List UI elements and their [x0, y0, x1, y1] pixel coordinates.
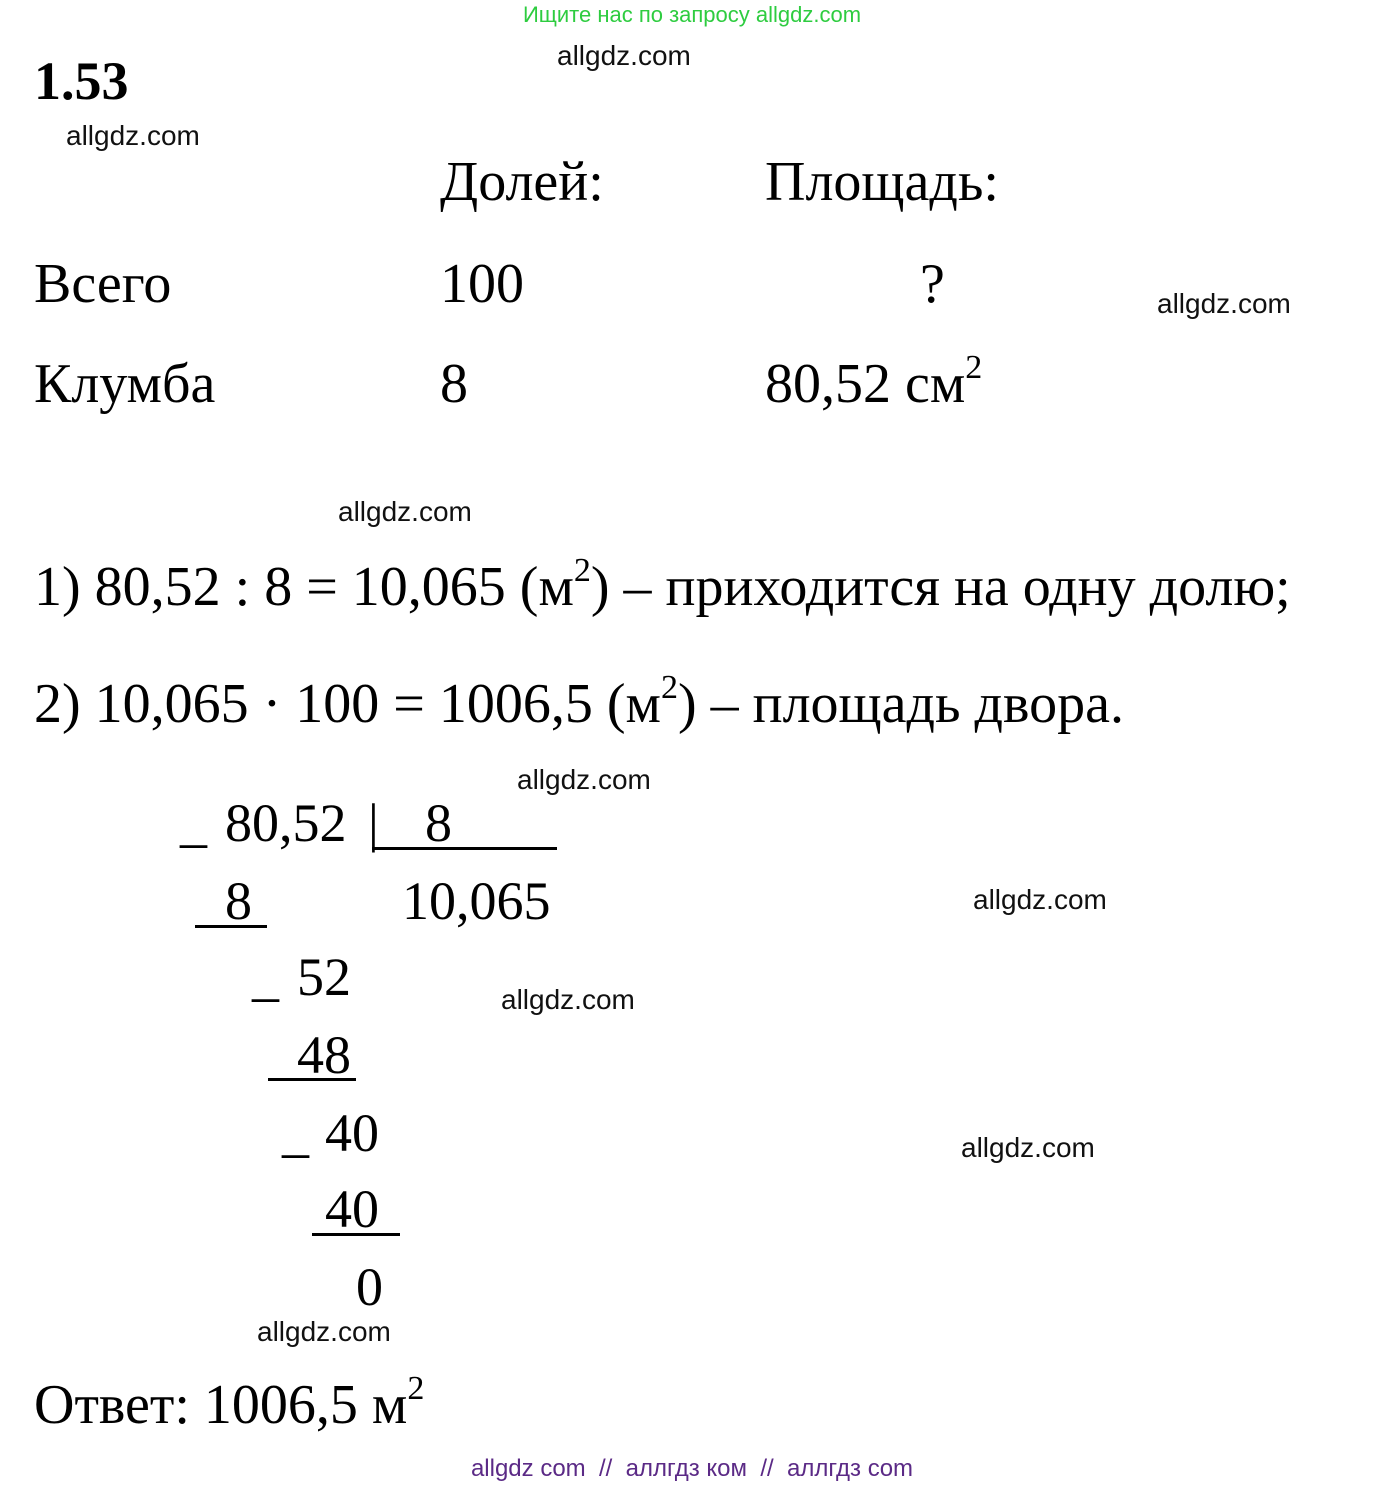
- answer: [34, 1370, 425, 1437]
- step-text: ) – площадь двора.: [677, 673, 1124, 735]
- column-header-area: Площадь:: [765, 151, 999, 213]
- remainder-1: 52: [297, 947, 351, 1007]
- watermark: allgdz.com: [517, 764, 651, 795]
- divisor: 8: [425, 793, 452, 853]
- step-text: 1) 80,52 : 8 = 10,065 (м: [34, 556, 574, 618]
- division-bar: |: [368, 793, 379, 853]
- watermark: allgdz.com: [501, 984, 635, 1015]
- quotient: 10,065: [402, 871, 551, 931]
- remainder-2: 40: [325, 1103, 379, 1163]
- answer-text: Ответ: 1006,5 м: [34, 1374, 408, 1436]
- subtrahend-2: 48: [297, 1025, 351, 1085]
- superscript: 2: [660, 669, 678, 706]
- minus-sign: _: [252, 947, 279, 1007]
- row-flowerbed-area: [765, 349, 983, 416]
- minus-sign: _: [180, 793, 207, 853]
- row-total-label: Всего: [34, 253, 172, 315]
- watermark: allgdz.com: [338, 496, 472, 527]
- row-total-shares: 100: [440, 253, 524, 315]
- superscript: 2: [573, 552, 591, 589]
- solution-step-2: [34, 669, 1124, 736]
- top-banner: Ищите нас по запросу allgdz.com: [522, 2, 862, 27]
- watermark: allgdz.com: [557, 40, 691, 71]
- footer-links: allgdz com // аллгдз ком // аллгдз com: [470, 1455, 914, 1482]
- watermark: allgdz.com: [973, 884, 1107, 915]
- divisor-underline: [372, 847, 557, 850]
- solution-step-1: [34, 552, 1291, 619]
- row-flowerbed-label: Клумба: [34, 353, 216, 415]
- dividend: 80,52: [225, 793, 347, 853]
- watermark: allgdz.com: [961, 1132, 1095, 1163]
- subtraction-line-1: [195, 925, 267, 928]
- problem-number: 1.53: [34, 51, 129, 111]
- superscript: 2: [965, 349, 983, 386]
- step-text: ) – приходится на одну долю;: [590, 556, 1291, 618]
- final-remainder: 0: [356, 1257, 383, 1317]
- row-flowerbed-shares: 8: [440, 353, 468, 415]
- row-total-area: ?: [920, 253, 945, 315]
- watermark: allgdz.com: [66, 120, 200, 151]
- superscript: 2: [407, 1370, 425, 1407]
- step-text: 2) 10,065 · 100 = 1006,5 (м: [34, 673, 661, 735]
- area-value: 80,52 см: [765, 353, 966, 415]
- column-header-shares: Долей:: [440, 151, 604, 213]
- subtraction-line-2: [268, 1078, 356, 1081]
- subtrahend-1: 8: [225, 871, 252, 931]
- subtraction-line-3: [312, 1233, 400, 1236]
- subtrahend-3: 40: [325, 1179, 379, 1239]
- minus-sign: _: [282, 1103, 309, 1163]
- watermark: allgdz.com: [1157, 288, 1291, 319]
- watermark: allgdz.com: [257, 1316, 391, 1347]
